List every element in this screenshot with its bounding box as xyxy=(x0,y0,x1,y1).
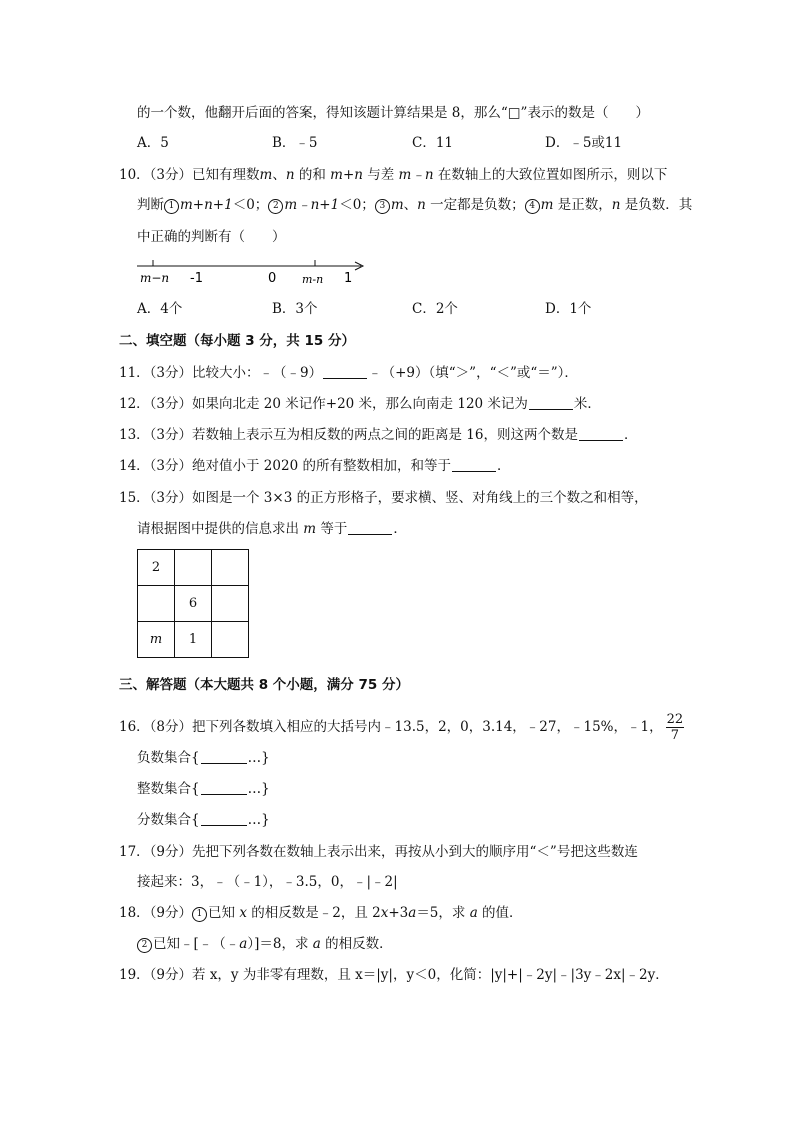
q12: 12．（3分）如果向北走 20 米记作+20 米，那么向南走 120 米记为 米． xyxy=(119,396,601,412)
grid-cell: 2 xyxy=(138,550,175,586)
q10-line-2: 判断 1 m+n+1＜0； 2 m﹣n+1＜0； 3 m、n 一定都是负数； 4 m 是正数，n 是负数．其 xyxy=(137,197,693,213)
axis-label-m-minus-n-right: m-n xyxy=(302,273,324,286)
q18-line-2: 2 已知﹣[﹣（﹣a）]＝8，求 a 的相反数． xyxy=(137,934,393,954)
q16-set-negative: 负数集合{ …} xyxy=(137,750,270,766)
q16-line: 16．（8分）把下列各数填入相应的大括号内﹣13.5，2，0，3.14，﹣27，﹣15%，﹣1， $\frac{22}{7}$ xyxy=(119,712,684,743)
q9-text: 的一个数，他翻开后面的答案，得知该题计算结果是 8，那么“□”表示的数是（ ） xyxy=(137,105,649,121)
box-symbol: □ xyxy=(507,105,521,121)
q11: 11．（3分）比较大小：﹣（﹣9） ﹣（+9）（填“＞”，“＜”或“＝”）． xyxy=(119,365,578,381)
axis-label-zero: 0 xyxy=(268,271,277,286)
q12-answer-blank[interactable] xyxy=(529,395,573,410)
grid-cell-m: m xyxy=(138,622,175,658)
magic-square-grid xyxy=(137,549,249,658)
circled-four: 4 xyxy=(525,199,540,214)
circled-one: 1 xyxy=(164,199,179,214)
number-line-figure xyxy=(137,257,369,287)
q10-option-a[interactable]: A．4个 xyxy=(137,301,183,317)
q13: 13．（3分）若数轴上表示互为相反数的两点之间的距离是 16，则这两个数是 ． xyxy=(119,427,638,443)
q16-set-fraction: 分数集合{ …} xyxy=(137,812,270,828)
grid-row xyxy=(138,550,249,586)
circled-three: 3 xyxy=(375,199,390,214)
grid-cell: 1 xyxy=(175,622,212,658)
grid-row xyxy=(138,622,249,658)
q17-line-2: 接起来：3，﹣（﹣1），﹣3.5，0，﹣|﹣2| xyxy=(137,874,398,890)
fraction-22-over-7: $\frac{22}{7}$ xyxy=(666,712,684,743)
axis-label-m-minus-n-left: m−n xyxy=(140,271,170,285)
section-2-heading: 二、填空题（每小题 3 分，共 15 分） xyxy=(119,333,355,349)
q14: 14．（3分）绝对值小于 2020 的所有整数相加，和等于 ． xyxy=(119,458,511,474)
grid-cell: 6 xyxy=(175,586,212,622)
circled-one: 1 xyxy=(192,907,207,922)
q15-line-1: 15．（3分）如图是一个 3×3 的正方形格子，要求横、竖、对角线上的三个数之和相等， xyxy=(119,490,648,506)
grid-cell xyxy=(212,586,249,622)
q15-answer-blank[interactable] xyxy=(348,520,392,535)
axis-label-one: 1 xyxy=(344,271,353,286)
circled-two: 2 xyxy=(268,199,283,214)
grid-cell xyxy=(138,586,175,622)
q13-answer-blank[interactable] xyxy=(579,426,623,441)
q9-option-c[interactable]: C．11 xyxy=(412,135,454,151)
q10-line-3: 中正确的判断有（ ） xyxy=(137,229,286,245)
section-3-heading: 三、解答题（本大题共 8 个小题，满分 75 分） xyxy=(119,677,409,693)
grid-cell xyxy=(212,550,249,586)
q16-set-integer: 整数集合{ …} xyxy=(137,781,270,797)
q18-line-1: 18．（9分） 1 已知 x 的相反数是﹣2，且 2x+3a＝5，求 a 的值． xyxy=(119,905,523,921)
q14-answer-blank[interactable] xyxy=(452,457,496,472)
q10-option-b[interactable]: B．3个 xyxy=(272,301,318,317)
q19-line: 19．（9分）若 x，y 为非零有理数，且 x＝|y|，y＜0，化简：|y|+|﹣2y|﹣|3y﹣2x|﹣2y． xyxy=(119,967,669,983)
q17-line-1: 17．（9分）先把下列各数在数轴上表示出来，再按从小到大的顺序用“＜”号把这些数连 xyxy=(119,844,638,860)
q10-line-1: 10．（3分）已知有理数m、n 的和 m+n 与差 m﹣n 在数轴上的大致位置如图所示，则以下 xyxy=(119,167,668,183)
grid-cell xyxy=(175,550,212,586)
q9-option-a[interactable]: A．5 xyxy=(137,135,169,151)
q10-option-d[interactable]: D．1个 xyxy=(545,301,592,317)
circled-two: 2 xyxy=(137,938,152,953)
q9-option-d[interactable]: D．﹣5或11 xyxy=(545,135,623,151)
fraction-set-blank[interactable] xyxy=(201,811,247,826)
q10-option-c[interactable]: C．2个 xyxy=(412,301,458,317)
negative-set-blank[interactable] xyxy=(201,749,247,764)
integer-set-blank[interactable] xyxy=(201,780,247,795)
q11-answer-blank[interactable] xyxy=(323,364,367,379)
q15-line-2: 请根据图中提供的信息求出 m 等于 ． xyxy=(137,521,407,537)
q9-option-b[interactable]: B．﹣5 xyxy=(272,135,318,151)
grid-row xyxy=(138,586,249,622)
grid-cell xyxy=(212,622,249,658)
axis-label-neg-one: -1 xyxy=(190,271,203,286)
